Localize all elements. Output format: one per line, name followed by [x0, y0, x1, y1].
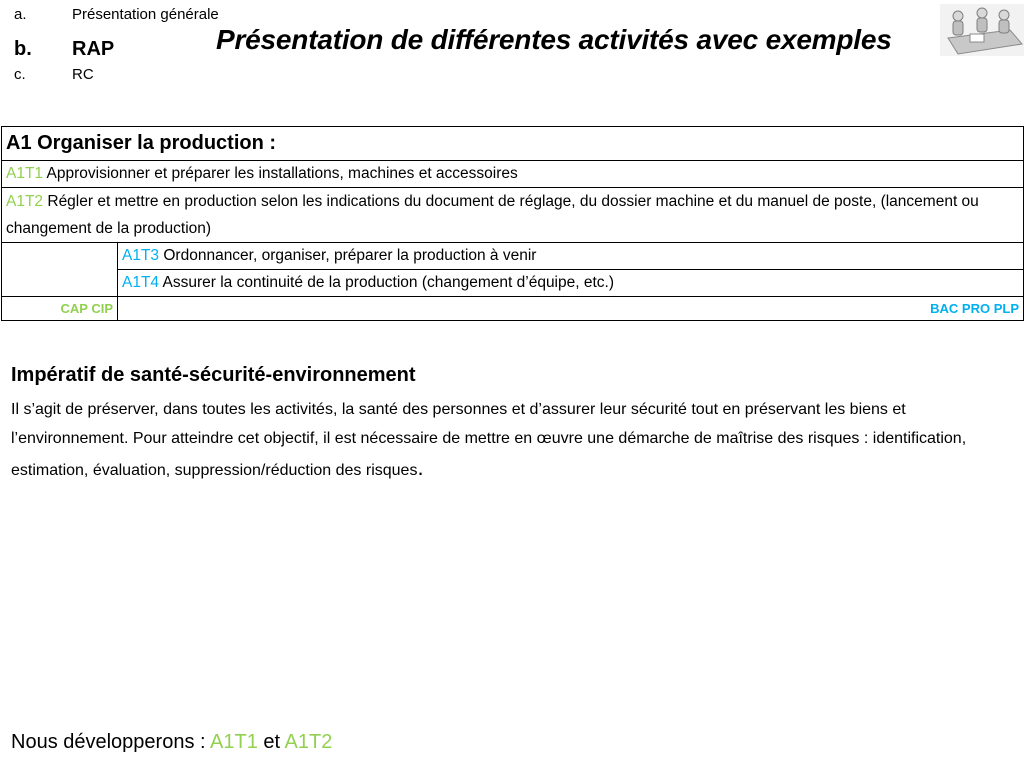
task-text: Assurer la continuité de la production (changement d’équipe, etc.) — [159, 274, 615, 291]
menu-label: RC — [72, 66, 94, 83]
safety-section — [11, 362, 1016, 485]
safety-text: Il s’agit de préserver, dans toutes les activités, la santé des personnes et d’assurer leur sécurité tout en préservant les biens et l’environnement. Pour atteindre cet objectif, il est nécessaire de mettre en œuvre une démarche de maîtrise des risques : identification, estimation, évaluation, suppression/réduction des risques — [11, 401, 967, 479]
menu-label: RAP — [72, 37, 115, 60]
menu-marker: b. — [14, 37, 32, 60]
meeting-figures-icon — [940, 4, 1024, 56]
footer-note — [11, 731, 332, 754]
task-text: Régler et mettre en production selon les indications du document de réglage, du dossier machine et du manuel de poste, (lancement ou changement de la production) — [6, 193, 979, 237]
safety-body — [11, 395, 1016, 485]
task-code: A1T3 — [122, 247, 160, 264]
menu-item-a[interactable] — [14, 6, 219, 28]
empty-cell — [2, 243, 118, 297]
menu-marker: a. — [14, 6, 27, 23]
cap-cip-label: CAP CIP — [2, 297, 118, 321]
task-code: A1T1 — [6, 165, 44, 182]
section-menu — [14, 6, 219, 88]
table-row — [2, 297, 1024, 321]
menu-marker: c. — [14, 66, 26, 83]
safety-period: . — [417, 455, 424, 480]
table-row — [2, 270, 1024, 297]
table-row — [2, 161, 1024, 188]
task-text: Ordonnancer, organiser, préparer la production à venir — [159, 247, 537, 264]
table-row — [2, 188, 1024, 243]
task-cell — [2, 188, 1024, 243]
footer-code-1: A1T1 — [210, 731, 258, 753]
task-text: Approvisionner et préparer les installations, machines et accessoires — [43, 165, 518, 182]
bac-pro-plp-label: BAC PRO PLP — [118, 297, 1024, 321]
activity-table — [1, 126, 1024, 321]
task-cell — [118, 243, 1024, 270]
task-code: A1T2 — [6, 193, 44, 210]
page-title: Présentation de différentes activités avec exemples — [216, 24, 892, 55]
menu-item-c[interactable] — [14, 66, 219, 88]
task-code: A1T4 — [122, 274, 160, 291]
safety-heading: Impératif de santé-sécurité-environnement — [11, 364, 416, 386]
task-cell — [118, 270, 1024, 297]
menu-item-b[interactable] — [14, 28, 219, 70]
footer-prefix: Nous développerons : — [11, 731, 211, 753]
menu-label: Présentation générale — [72, 6, 219, 23]
footer-joiner: et — [257, 731, 285, 753]
activity-heading: A1 Organiser la production : — [2, 127, 1024, 161]
table-row — [2, 243, 1024, 270]
footer-code-2: A1T2 — [284, 731, 333, 753]
task-cell — [2, 161, 1024, 188]
